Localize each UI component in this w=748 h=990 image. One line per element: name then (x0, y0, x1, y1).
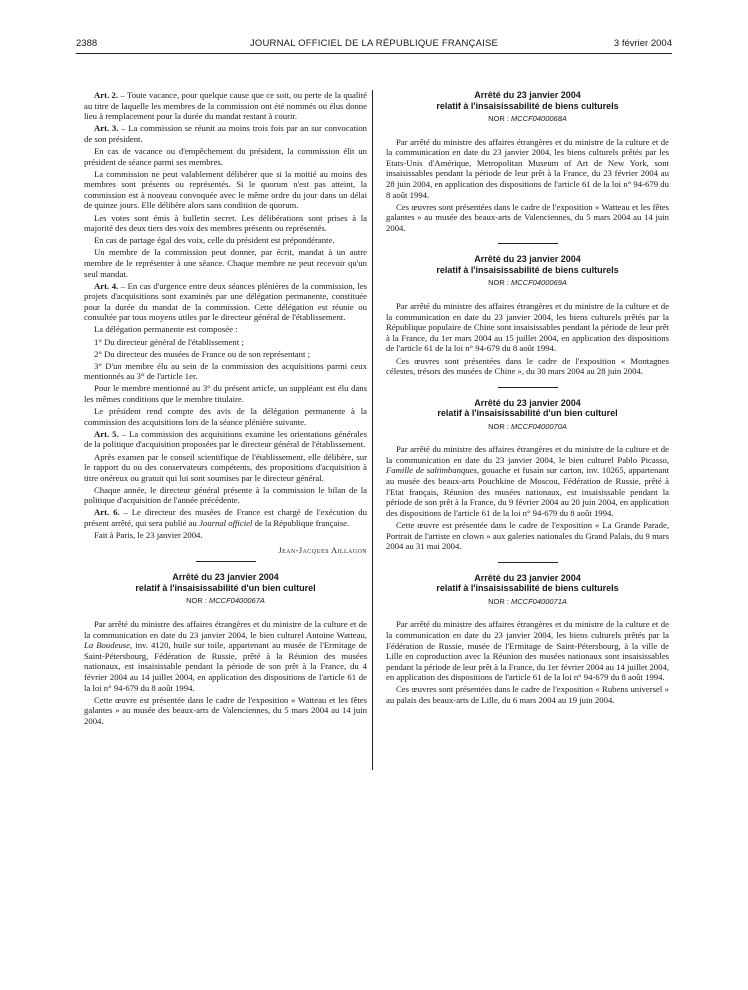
decree-title: Arrêté du 23 janvier 2004 (474, 397, 581, 408)
exhibition-note: Ces œuvres sont présentées dans le cadre de l'exposition « Rubens universel » au palais des beaux-arts de Lille, du 6 mars 2004 au 19 juin 2004. (386, 684, 669, 705)
nor-code: MCCF0400069A (511, 278, 567, 288)
decree-title: Arrêté du 23 janvier 2004 (172, 572, 279, 583)
decree-subtitle: relatif à l'insaisissabilité de biens culturels (436, 583, 619, 594)
page-number: 2388 (76, 38, 98, 49)
nor-reference (386, 597, 669, 608)
decree-subtitle: relatif à l'insaisissabilité d'un bien culturel (437, 408, 618, 419)
paragraph: Chaque année, le directeur général présente à la commission le bilan de la politique d'acquisition de l'année précédente. (84, 484, 367, 506)
paragraph: En cas de partage égal des voix, celle du président est prépondérante. (94, 235, 335, 246)
list-item: 3° D'un membre élu au sein de la commission des acquisitions parmi ceux mentionnés au 3° de l'article 1er. (84, 360, 367, 382)
decree-body (386, 444, 669, 518)
running-header (76, 38, 672, 52)
nor-code: MCCF0400070A (511, 421, 567, 431)
paragraph: Les votes sont émis à bulletin secret. Les délibérations sont prises à la majorité des deux tiers des voix des membres présents ou représentés. (84, 212, 367, 234)
exhibition-note: Ces œuvres sont présentées dans le cadre de l'exposition « Watteau et les fêtes galantes » au musée des beaux-arts de Valenciennes, du 5 mars 2004 au 14 juin 2004. (386, 201, 669, 233)
exhibition-note: Ces œuvres sont présentées dans le cadre de l'exposition « Montagnes célestes, trésors des musées de Chine », du 30 mars 2004 au 28 juin 2004. (386, 355, 669, 377)
decree-body-text-end: , gouache et fusain sur carton, inv. 10265, appartenant au musée des beaux-arts Pouchkine de Moscou, Fédération de Russie, prêté à l'Etat français, Réunion des musées nationaux, est insaisissable pendant la période de son prêt à la France, du 9 février 2004 au 20 juin 2004, en application des dispositions de l'article 61 de la loi n° 94-679 du 8 août 1994. (386, 465, 669, 518)
nor-code: MCCF0400071A (511, 596, 567, 606)
decree-body-text-end: , inv. 4120, huile sur toile, appartenant au musée de l'Ermitage de Saint-Pétersbourg, Fédération de Russie, prêté à la Réunion des musées nationaux, est insaisissable pendant la période de son prêt à la France, du 4 février 2004 au 14 juillet 2004, en application des dispositions de l'article 61 de la loi n° 94-679 du 8 août 1994. (84, 640, 367, 693)
journal-officiel-italic: Journal officiel (199, 518, 253, 529)
decree-subtitle: relatif à l'insaisissabilité de biens culturels (436, 264, 619, 275)
issue-date: 3 février 2004 (613, 38, 672, 49)
artwork-title: Famille de saltimbanques (386, 465, 477, 476)
paragraph: Après examen par le conseil scientifique de l'établissement, elle délibère, sur le rapport du ou des conservateurs compétents, des propositions d'acquisition à titre onéreux ou gratuit qui lui sont soumises par le directeur général. (84, 451, 367, 483)
section-separator (196, 561, 256, 562)
list-item: 1° Du directeur général de l'établissement ; (94, 336, 244, 347)
right-column (386, 90, 669, 716)
exhibition-note: Cette œuvre est présentée dans le cadre de l'exposition « Watteau et les fêtes galantes » au musée des beaux-arts de Valenciennes, du 5 mars 2004 au 14 juin 2004. (84, 694, 367, 726)
decree-title: Arrêté du 23 janvier 2004 (474, 90, 581, 100)
article-3-text: – La commission se réunit au moins trois fois par an sur convocation de son président. (84, 123, 368, 144)
article-4-label: Art. 4. (94, 280, 119, 291)
decree-body (84, 619, 367, 693)
list-item: 2° Du directeur des musées de France ou de son représentant ; (94, 348, 311, 359)
article-5-label: Art. 5. (94, 428, 119, 439)
paragraph: Le président rend compte des avis de la délégation permanente à la commission des acquisitions lors de la séance plénière suivante. (84, 406, 367, 427)
decree-body-text: Par arrêté du ministre des affaires étrangères et du ministre de la culture et de la communication en date du 23 janvier 2004, le bien culturel Pablo Picasso, (386, 444, 669, 465)
article-6-text-end: de la République française. (252, 518, 350, 529)
decree-body: Par arrêté du ministre des affaires étrangères et du ministre de la culture et de la communication en date du 23 janvier 2004, les biens culturels prêtés par la République populaire de Chine sont insaisissables pendant la période de leur prêt à la France, du 1er mars 2004 au 15 juillet 2004, en application des dispositions de l'article 61 de la loi n° 94-679 du 8 août 1994. (386, 301, 669, 354)
journal-title: JOURNAL OFFICIEL DE LA RÉPUBLIQUE FRANÇAISE (249, 38, 499, 49)
paragraph: Un membre de la commission peut donner, par écrit, mandat à un autre membre de le représenter à une séance. Chaque membre ne peut recevoir qu'un seul mandat. (84, 247, 367, 279)
decree-block (84, 572, 367, 726)
signature: Jean-Jacques Aillagon (278, 544, 367, 555)
nor-label: NOR : (488, 278, 512, 288)
nor-reference (386, 114, 669, 125)
header-rule (76, 53, 672, 54)
paragraph: Pour le membre mentionné au 3° du présent article, un suppléant est élu dans les mêmes conditions que le membre titulaire. (84, 383, 367, 405)
nor-label: NOR : (488, 114, 512, 123)
decree-title: Arrêté du 23 janvier 2004 (474, 572, 581, 583)
decree-block (386, 398, 669, 552)
section-separator (498, 243, 558, 244)
decree-subtitle: relatif à l'insaisissabilité d'un bien culturel (135, 582, 316, 593)
decree-body: Par arrêté du ministre des affaires étrangères et du ministre de la culture et de la communication en date du 23 janvier 2004, les biens culturels prêtés par les Etats-Unis d'Amérique, Metropolitan Museum of Art de New York, sont insaisissables pendant la période de leur prêt à la France, du 23 février 2004 au 28 juin 2004, en application des dispositions de l'article 61 de la loi n° 94-679 du 8 août 1994. (386, 136, 669, 200)
nor-label: NOR : (488, 596, 512, 606)
decree-body-text: Par arrêté du ministre des affaires étrangères et du ministre de la culture et de la communication en date du 23 janvier 2004, le bien culturel Antoine Watteau, (84, 618, 367, 640)
section-separator (498, 562, 558, 563)
decree-block (386, 254, 669, 376)
nor-label: NOR : (186, 596, 210, 606)
paragraph: La délégation permanente est composée : (94, 324, 238, 335)
nor-code: MCCF0400067A (209, 596, 265, 606)
article-4 (84, 281, 367, 323)
decree-title: Arrêté du 23 janvier 2004 (474, 254, 581, 265)
paragraph: En cas de vacance ou d'empêchement du président, la commission élit un président de séance parmi ses membres. (84, 145, 367, 167)
article-2-text: – Toute vacance, pour quelque cause que ce soit, ou perte de la qualité au titre de laquelle les membres de la commission ont été nommés ou élus donne lieu à remplacement pour la durée du mandat restant à courir. (84, 90, 367, 122)
article-6-label: Art. 6. (94, 507, 120, 518)
article-3 (84, 123, 367, 144)
done-at: Fait à Paris, le 23 janvier 2004. (94, 530, 203, 541)
decree-body: Par arrêté du ministre des affaires étrangères et du ministre de la culture et de la communication en date du 23 janvier 2004, les biens culturels prêtés par la Fédération de Russie, musée de l'Ermitage de Saint-Pétersbourg, à la ville de Lille en coproduction avec la Réunion des musées nationaux sont insaisissables pendant la période de leur prêt à la France, du 1er février 2004 au 14 juillet 2004, en application des dispositions de l'article 61 de la loi n° 94-679 du 8 août 1994. (386, 619, 669, 683)
nor-code: MCCF0400068A (511, 114, 567, 123)
article-6 (84, 507, 367, 528)
article-3-label: Art. 3. (94, 123, 119, 134)
left-column (84, 90, 367, 736)
nor-reference (386, 422, 669, 433)
article-6-text: – Le directeur des musées de France est chargé de l'exécution du présent arrêté, qui sera publié au (84, 507, 367, 529)
decree-block (386, 90, 669, 233)
article-2 (84, 90, 367, 122)
article-5 (84, 429, 367, 450)
article-2-label: Art. 2. (94, 90, 119, 100)
nor-reference (386, 278, 669, 289)
article-5-text: – La commission des acquisitions examine les orientations générales de la politique d'acquisition proposées par le directeur général de l'établissement. (84, 428, 367, 450)
column-divider (372, 90, 373, 770)
decree-subtitle: relatif à l'insaisissabilité de biens culturels (436, 100, 619, 111)
article-4-text: – En cas d'urgence entre deux séances plénières de la commission, les projets d'acquisitions sont examinés par une délégation permanente, constituée pour la durée du mandat de la commission. Cette délégation est réunie ou consultée par tous moyens utiles par le directeur général de l'établissement. (84, 280, 367, 323)
exhibition-note: Cette œuvre est présentée dans le cadre de l'exposition « La Grande Parade, Portrait de l'artiste en clown » aux galeries nationales du Grand Palais, du 9 mars 2004 au 31 mai 2004. (386, 519, 669, 552)
nor-reference (84, 596, 367, 607)
artwork-title: La Boudeuse (84, 640, 131, 651)
nor-label: NOR : (488, 421, 512, 431)
section-separator (498, 387, 558, 388)
paragraph: La commission ne peut valablement délibérer que si la moitié au moins des membres sont présents ou représentés. Si le quorum n'est pas atteint, la commission est à nouveau convoquée avec le même ordre du jour dans un délai de quinze jours. Elle délibère alors sans condition de quorum. (84, 168, 367, 211)
decree-block (386, 573, 669, 706)
